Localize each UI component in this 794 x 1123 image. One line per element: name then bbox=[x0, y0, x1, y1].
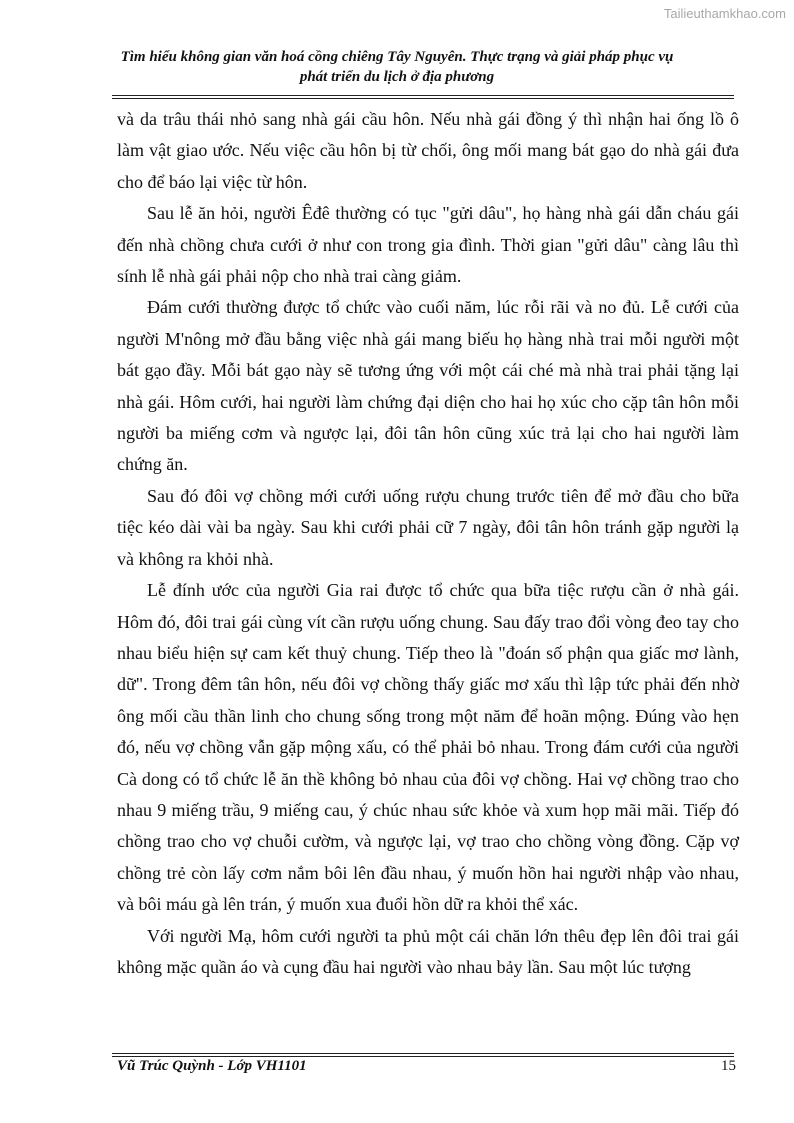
header-rule bbox=[112, 95, 734, 96]
footer-rule bbox=[112, 1053, 734, 1054]
document-body bbox=[117, 104, 739, 983]
paragraph: Đám cưới thường được tổ chức vào cuối năm, lúc rỗi rãi và no đủ. Lễ cưới của người M'nông mở đầu bằng việc nhà gái mang biếu họ hàng nhà trai mỗi người một bát gạo đầy. Mỗi bát gạo này sẽ tương ứng với một cái ché mà nhà trai phải tặng lại nhà gái. Hôm cưới, hai người làm chứng đại diện cho hai họ xúc cho cặp tân hôn mỗi người ba miếng cơm và ngược lại, đôi tân hôn cũng xúc trả lại cho hai người làm chứng ăn. bbox=[117, 297, 739, 475]
paragraph: Sau đó đôi vợ chồng mới cưới uống rượu chung trước tiên để mở đầu cho bữa tiệc kéo dài vài ba ngày. Sau khi cưới phải cữ 7 ngày, đôi tân hôn tránh gặp người lạ và không ra khỏi nhà. bbox=[117, 485, 739, 569]
watermark: Tailieuthamkhao.com bbox=[663, 6, 786, 21]
running-header: Tìm hiểu không gian văn hoá cồng chiêng Tây Nguyên. Thực trạng và giải pháp phục vụ phát triển du lịch ở địa phương bbox=[120, 49, 674, 85]
page-number: 15 bbox=[721, 1058, 736, 1074]
header-rule-inner bbox=[112, 98, 734, 99]
footer-author: Vũ Trúc Quỳnh - Lớp VH1101 bbox=[117, 1058, 307, 1074]
paragraph: Với người Mạ, hôm cưới người ta phủ một cái chăn lớn thêu đẹp lên đôi trai gái không mặc quần áo và cụng đầu hai người vào nhau bảy lần. Sau một lúc tượng bbox=[117, 925, 739, 977]
paragraph: Lễ đính ước của người Gia rai được tổ chức qua bữa tiệc rượu cần ở nhà gái. Hôm đó, đôi trai gái cùng vít cần rượu uống chung. Sau đấy trao đổi vòng đeo tay cho nhau biểu hiện sự cam kết thuỷ chung. Tiếp theo là "đoán số phận qua giấc mơ lành, dữ". Trong đêm tân hôn, nếu đôi vợ chồng thấy giấc mơ xấu thì lập tức phải đến nhờ ông mối cầu thần linh cho chung sống trong một năm để hoãn mộng. Đúng vào hẹn đó, nếu vợ chồng vẫn gặp mộng xấu, có thể phải bỏ nhau. Trong đám cưới của người Cà dong có tổ chức lễ ăn thề không bỏ nhau của đôi vợ chồng. Hai vợ chồng trao cho nhau 9 miếng trầu, 9 miếng cau, ý chúc nhau sức khỏe và xum họp mãi mãi. Tiếp đó chồng trao cho vợ chuỗi cườm, và ngược lại, vợ trao cho chồng vòng đồng. Cặp vợ chồng trẻ còn lấy cơm nắm bôi lên đầu nhau, ý muốn hồn hai người nhập vào nhau, và bôi máu gà lên trán, ý muốn xua đuổi hồn dữ ra khỏi thể xác. bbox=[117, 580, 739, 915]
paragraph: Sau lễ ăn hỏi, người Êđê thường có tục "gửi dâu", họ hàng nhà gái dẫn cháu gái đến nhà chồng chưa cưới ở như con trong gia đình. Thời gian "gửi dâu" càng lâu thì sính lễ nhà gái phải nộp cho nhà trai càng giảm. bbox=[117, 203, 739, 287]
footer-rule-inner bbox=[112, 1056, 734, 1057]
paragraph: và da trâu thái nhỏ sang nhà gái cầu hôn. Nếu nhà gái đồng ý thì nhận hai ống lồ ô làm vật giao ước. Nếu việc cầu hôn bị từ chối, ông mối mang bát gạo do nhà gái đưa cho để báo lại việc từ hôn. bbox=[117, 109, 739, 192]
